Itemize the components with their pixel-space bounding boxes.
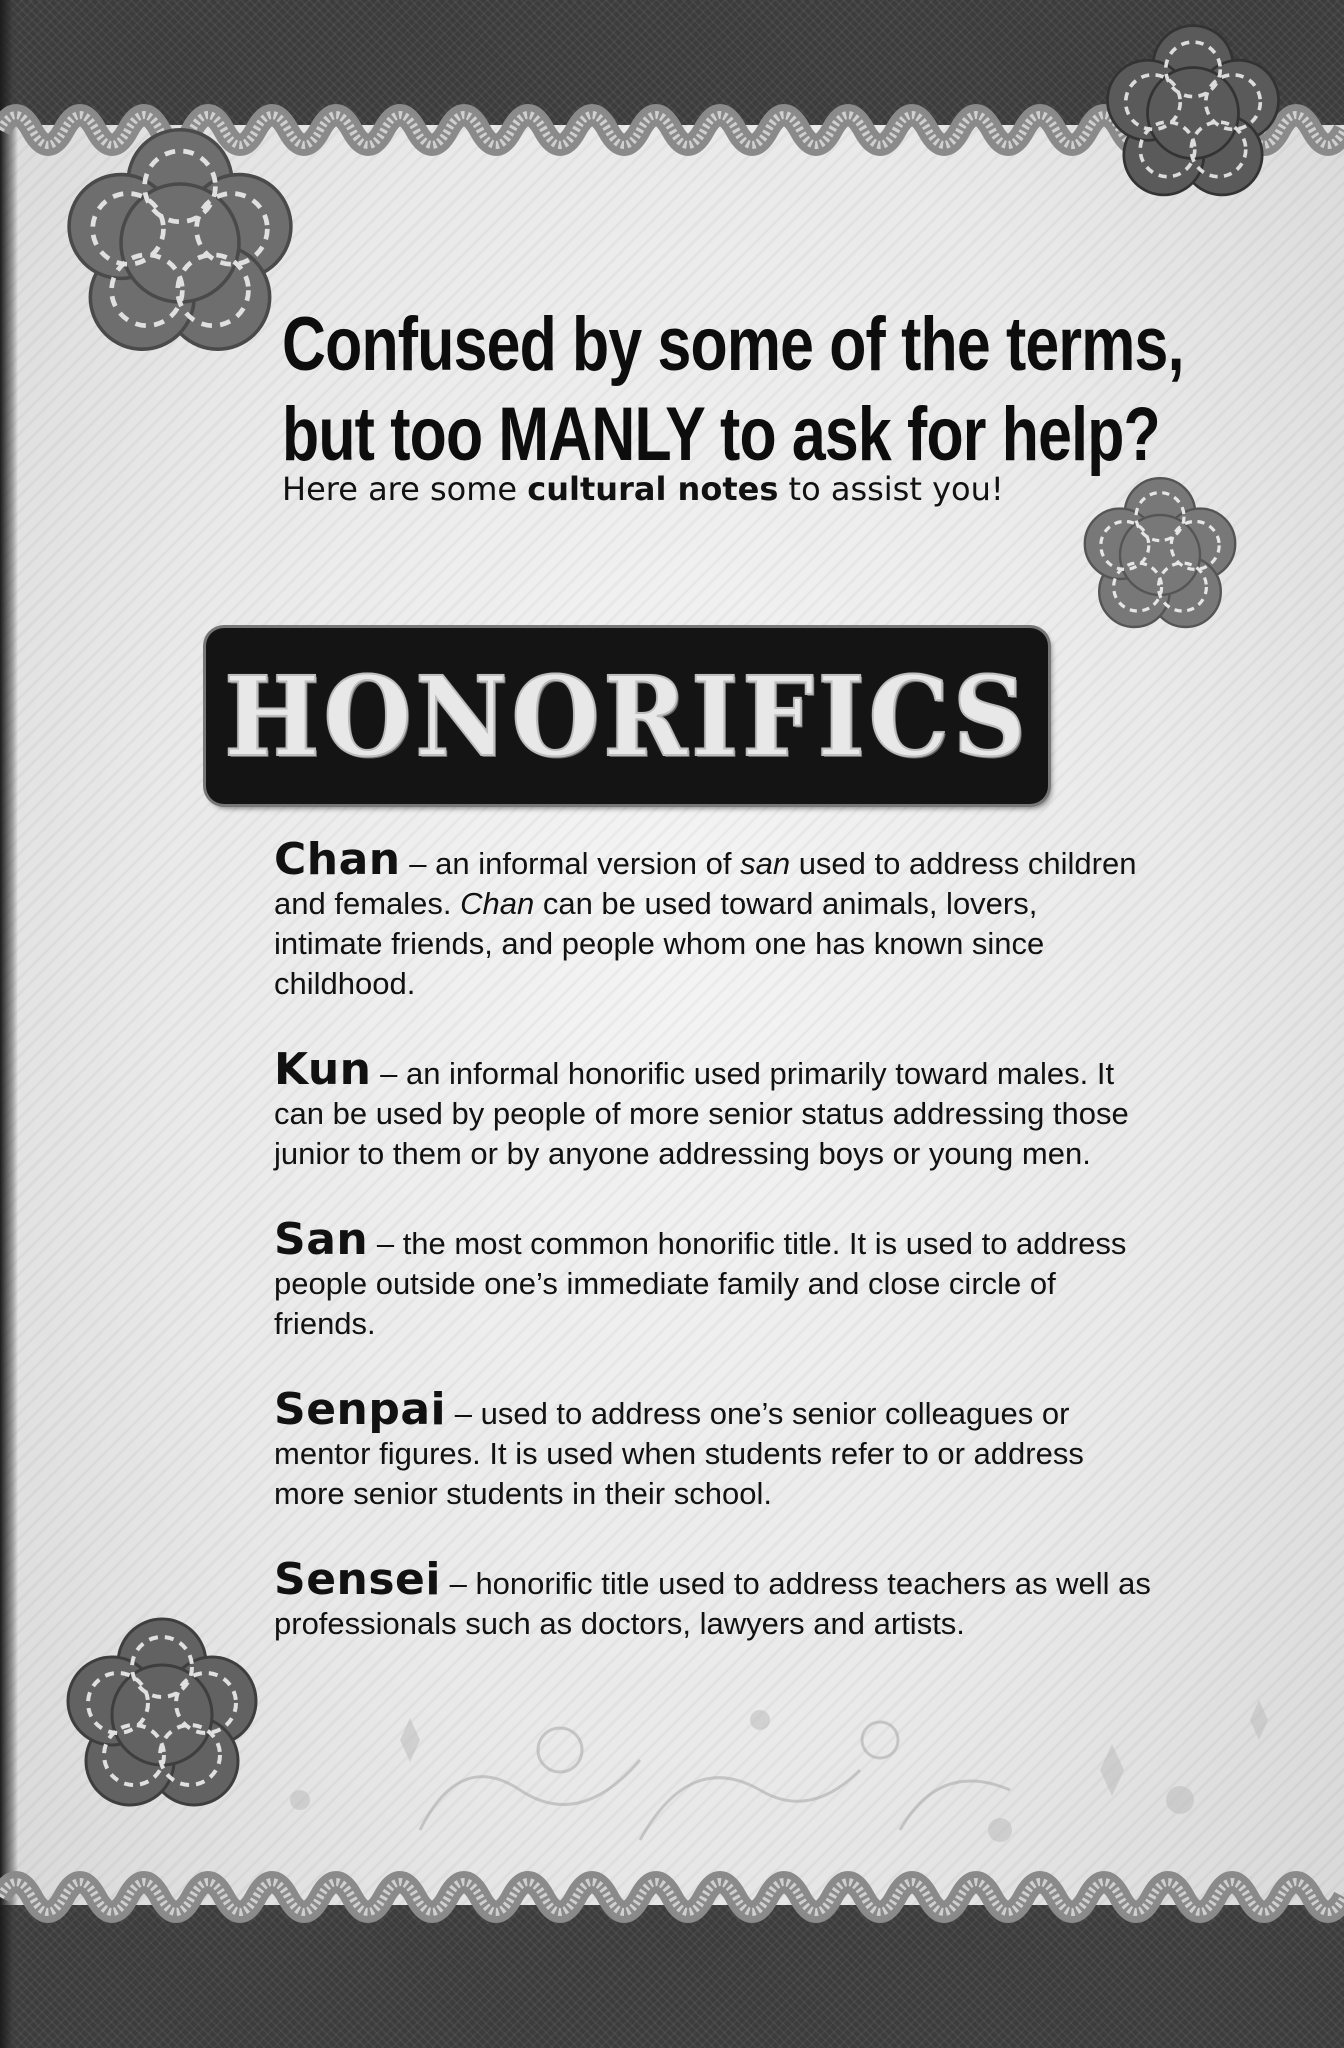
entry-desc-part: an informal version of [435, 846, 741, 881]
entry-term: Sensei [274, 1554, 441, 1605]
entry-term: San [274, 1214, 369, 1265]
glossary-entry-kun [274, 1044, 1154, 1174]
floral-pattern-decoration [0, 1680, 1344, 1880]
entry-term: Chan [274, 834, 401, 885]
entry-dash: – [368, 1226, 403, 1261]
entry-dash: – [371, 1056, 406, 1091]
entry-description: an informal honorific used primarily toward males. It can be used by people of more senior status addressing those junior to them or by anyone addressing boys or young men. [274, 1056, 1129, 1171]
entry-dash: – [400, 846, 436, 881]
glossary-list [274, 834, 1154, 1690]
subheading-suffix: to assist you! [778, 470, 1004, 508]
entry-description: the most common honorific title. It is used to address people outside one’s immediate family and close circle of friends. [274, 1226, 1127, 1341]
honorifics-banner [206, 628, 1048, 804]
entry-description: honorific title used to address teachers as well as professionals such as doctors, lawyers and artists. [274, 1566, 1151, 1641]
entry-desc-part: can be used toward animals, lovers, intimate friends, and people whom one has known since childhood. [274, 886, 1045, 1001]
subheading [282, 470, 1004, 508]
subheading-emphasis: cultural notes [527, 470, 779, 508]
stitched-flower-patch-icon [1080, 475, 1240, 635]
entry-desc-italic: Chan [460, 886, 535, 921]
headline-line-2: but too MANLY to ask for help? [282, 392, 1160, 477]
entry-desc-part: used to address children and females. [274, 846, 1137, 921]
glossary-entry-san [274, 1214, 1154, 1344]
entry-term: Kun [274, 1044, 372, 1095]
glossary-entry-senpai [274, 1384, 1154, 1514]
headline [282, 300, 1184, 480]
entry-desc-italic: san [740, 846, 791, 881]
glossary-entry-sensei [274, 1554, 1154, 1644]
entry-dash: – [440, 1566, 476, 1601]
stitched-flower-patch-icon [1102, 22, 1284, 204]
glossary-entry-chan [274, 834, 1154, 1004]
subheading-prefix: Here are some [282, 470, 528, 508]
banner-title: HONORIFICS [224, 651, 1030, 781]
stitched-flower-patch-icon [62, 125, 298, 361]
entry-description: used to address one’s senior colleagues or mentor figures. It is used when students refer to or address more senior students in their school. [274, 1396, 1084, 1511]
entry-dash: – [446, 1396, 481, 1431]
headline-line-1: Confused by some of the terms, [282, 302, 1184, 387]
entry-term: Senpai [274, 1384, 447, 1435]
